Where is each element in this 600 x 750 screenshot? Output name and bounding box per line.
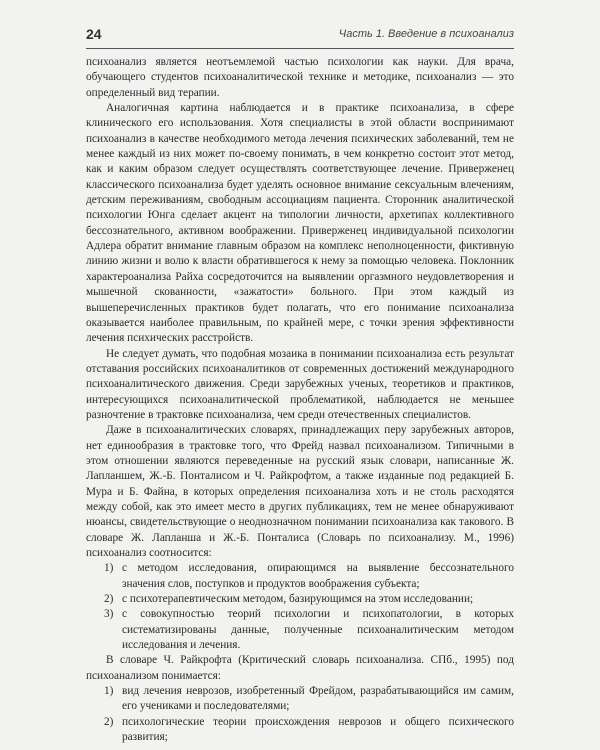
list-item-text: с методом исследования, опирающимся на выявление бессознательного значения слов, поступков и продуктов воображения субъекта; <box>122 562 514 590</box>
list-item <box>86 715 514 746</box>
list-item-number: 2) <box>104 593 114 606</box>
list-item <box>86 592 514 607</box>
list-item-text: психологические теории происхождения неврозов и общего психического развития; <box>122 715 514 744</box>
page-number: 24 <box>86 26 102 42</box>
list-item-number: 3) <box>104 608 114 621</box>
paragraph: Даже в психоаналитических словарях, принадлежащих перу зарубежных авторов, нет единообразия в трактовке того, что Фрейд назвал психоанализом. Типичными в этом отношении являются переведенные на русский язык словари, написанные Ж. Лапланшем, Ж.-Б. Понталисом и Ч. Райкрофтом, а также изданные под редакцией Б. Мура и Б. Файна, в которых определения психоанализа хоть и не столь расходятся между собой, как это имеет место в других публикациях, тем не менее обнаруживают нюансы, свидетельствующие о неоднозначном понимании психоанализа как такового. В словаре Ж. Лапланша и Ж.-Б. Понталиса (Словарь по психоанализу. М., 1996) психоанализ соотносится: <box>86 424 514 559</box>
rycroft-definition-list <box>86 684 514 745</box>
paragraph: Аналогичная картина наблюдается и в практике психоанализа, в сфере клинического его использования. Хотя специалисты в этой области воспринимают психоанализ в качестве необходимого метода лечения психических заболеваний, тем не менее каждый из них может по-своему понимать, в чем конкретно состоит этот метод, как и каким образом следует осуществлять соответствующее лечение. Приверженец классического психоанализа будет уделять основное внимание сексуальным влечениям, детским переживаниям, свободным ассоциациям пациента. Сторонник аналитической психологии Юнга сделает акцент на типологии личности, архетипах коллективного бессознательного, активном воображении. Приверженец индивидуальной психологии Адлера обратит внимание главным образом на комплекс неполноценности, фиктивную линию жизни и волю к власти обратившегося к нему за помощью человека. Поклонник характероанализа Райха сосредоточится на выявлении оргазмного неудовлетворения и мышечной скованности, «зажатости» больного. При этом каждый из вышеперечисленных практиков будет полагать, что его понимание психоанализа оказывается наиболее правильным, по крайней мере, с точки зрения эффективности лечения психических расстройств. <box>86 102 514 345</box>
list-item <box>86 561 514 592</box>
list-item-number: 1) <box>104 562 114 575</box>
list-item-text: с психотерапевтическим методом, базирующимся на этом исследовании; <box>122 593 474 606</box>
list-item <box>86 607 514 653</box>
list-item-text: вид лечения неврозов, изобретенный Фрейдом, разрабатывающийся им самим, его учениками и последователями; <box>122 685 514 713</box>
body-text <box>86 55 514 745</box>
running-header <box>86 26 514 49</box>
paragraph: Не следует думать, что подобная мозаика в понимании психоанализа есть результат отставания российских психоаналитиков от современных достижений международного психоаналитического движения. Среди зарубежных ученых, теоретиков и практиков, интересующихся психоаналитической проблематикой, наблюдается не меньшее разночтение в трактовке психоанализа, чем среди отечественных специалистов. <box>86 347 514 421</box>
list-item <box>86 684 514 715</box>
laplanche-definition-list <box>86 561 514 653</box>
list-item-text: с совокупностью теорий психологии и психопатологии, в которых систематизированы данные, полученные психоаналитическим методом исследования и лечения. <box>122 608 514 652</box>
list-item-number: 2) <box>104 715 114 728</box>
paragraph: психоанализ является неотъемлемой частью психологии как науки. Для врача, обучающего студентов психоаналитической технике и методике, психоанализ — это определенный вид терапии. <box>86 56 514 99</box>
paragraph: В словаре Ч. Райкрофта (Критический словарь психоанализа. СПб., 1995) под психоанализом понимается: <box>86 654 514 682</box>
list-item-number: 1) <box>104 685 114 698</box>
chapter-title: Часть 1. Введение в психоанализ <box>338 28 514 40</box>
